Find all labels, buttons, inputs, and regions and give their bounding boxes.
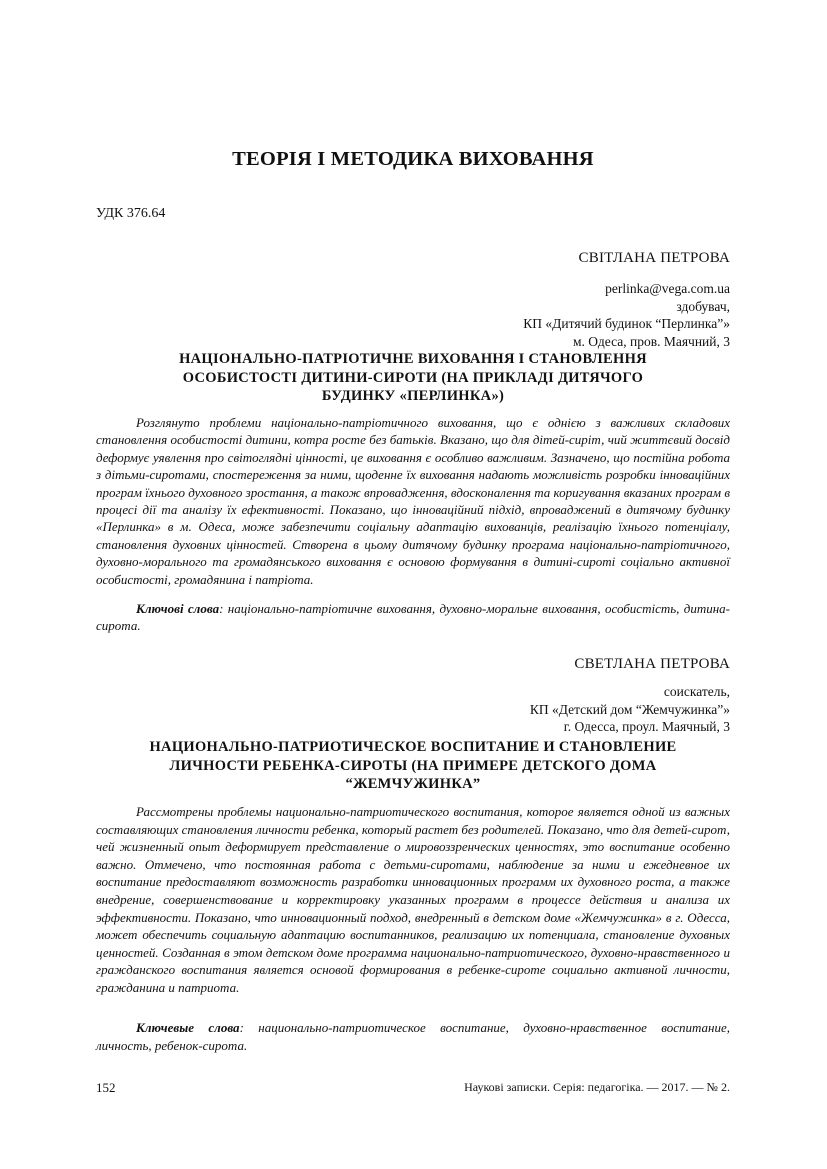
affiliation-line: соискатель,	[663, 684, 730, 699]
keywords-ru	[96, 1019, 730, 1054]
title-line: НАЦІОНАЛЬНО-ПАТРІОТИЧНЕ ВИХОВАННЯ І СТАНОВЛЕННЯ	[179, 351, 647, 367]
keywords-uk	[96, 600, 730, 635]
title-line: “ЖЕМЧУЖИНКА”	[345, 776, 481, 792]
affiliation-line: здобувач,	[676, 298, 730, 314]
author-affiliation-ru	[530, 683, 730, 736]
article-title-uk	[126, 350, 700, 406]
affiliation-line: г. Одесса, проул. Маячный, 3	[563, 719, 730, 734]
title-line: НАЦИОНАЛЬНО-ПАТРИОТИЧЕСКОЕ ВОСПИТАНИЕ И СТАНОВЛЕНИЕ	[149, 739, 677, 755]
page-number: 152	[96, 1080, 116, 1095]
keywords-text: : национально-патриотическое воспитание, духовно-нравственное воспитание, личность, ребенок-сирота.	[96, 1020, 730, 1053]
abstract-uk: Розглянуто проблеми національно-патріотичного виховання, що є однією з важливих складових становлення особистості дитини, котра росте без батьків. Вказано, що для дітей-сиріт, чий життєвий досвід деформує уявлення про світоглядні цінності, це виховання є особливо важливим. Зазначено, що постійна робота з дітьми-сиротами, спостереження за ними, щоденне їх виховання надають можливість розробки інноваційних програм їхнього духовного зростання, а також впровадження, вдосконалення та коригування вказаних програм в процесі дії та аналізу їх ефективності. Показано, що інноваційний підхід, впроваджений в дитячому будинку «Перлинка» в м. Одеса, може забезпечити соціальну адаптацію вихованців, реалізацію їхнього потенціалу, становлення духовних цінностей. Створена в цьому дитячому будинку програма національно-патріотичного, духовно-морального та громадянського виховання є основою формування в дитині-сироті соціально активної особистості, громадянина і патріота.	[96, 415, 730, 587]
section-title: ТЕОРІЯ І МЕТОДИКА ВИХОВАННЯ	[232, 148, 594, 170]
title-line: ЛИЧНОСТИ РЕБЕНКА-СИРОТЫ (НА ПРИМЕРЕ ДЕТСКОГО ДОМА	[169, 757, 657, 774]
keywords-label: Ключові слова	[136, 601, 220, 616]
keywords-text: : національно-патріотичне виховання, духовно-моральне виховання, особистість, дитина-сирота.	[96, 601, 730, 634]
author-name-uk: СВІТЛАНА ПЕТРОВА	[578, 250, 730, 266]
abstract-ru: Рассмотрены проблемы национально-патриотического воспитания, которое является одной из важных составляющих становления личности ребенка, который растет без родителей. Показано, что для детей-сирот, чей жизненный опыт деформирует представление о мировоззренческих ценностях, это воспитание особенно важно. Отмечено, что постоянная работа с детьми-сиротами, наблюдение за ними и ежедневное их воспитание предоставляют возможность разработки инновационных программ их духовного роста, а также внедрение, совершенствование и корректировку указанных программ в процессе действия и анализа их эффективности. Показано, что инновационный подход, внедренный в детском доме «Жемчужинка» в г. Одесса, может обеспечить социальную адаптацию воспитанников, реализацию их потенциала, становление духовных ценностей. Созданная в этом детском доме программа национально-патриотического, духовно-нравственного и гражданского воспитания является основой формирования в ребенке-сироте социально активной личности, гражданина и патриота.	[96, 804, 730, 995]
article-title-ru	[126, 738, 700, 794]
journal-citation: Наукові записки. Серія: педагогіка. — 2017. — № 2.	[464, 1080, 730, 1094]
page	[96, 0, 730, 1169]
title-line: ОСОБИСТОСТІ ДИТИНИ-СИРОТИ (НА ПРИКЛАДІ ДИТЯЧОГО	[182, 369, 644, 386]
author-email: perlinka@vega.com.ua	[605, 281, 730, 296]
affiliation-line: КП «Детский дом “Жемчужинка”»	[529, 701, 730, 717]
author-affiliation-uk	[523, 280, 730, 350]
title-line: БУДИНКУ «ПЕРЛИНКА»)	[321, 388, 505, 404]
author-name-ru: СВЕТЛАНА ПЕТРОВА	[574, 656, 730, 672]
affiliation-line: КП «Дитячий будинок “Перлинка”»	[523, 316, 730, 331]
keywords-label: Ключевые слова	[136, 1020, 240, 1035]
affiliation-line: м. Одеса, пров. Маячний, 3	[573, 333, 730, 349]
udc-code: УДК 376.64	[96, 206, 166, 221]
